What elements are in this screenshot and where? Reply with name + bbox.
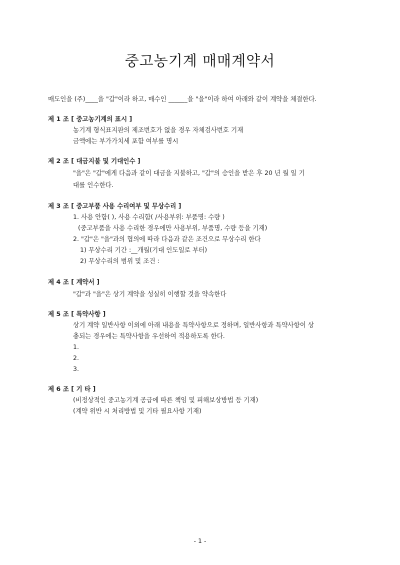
article-6-line-2: (계약 위반 시 처리방법 및 기타 필요사항 기재) [73, 408, 202, 415]
article-5-line-3: 1. [73, 344, 80, 351]
article-3-line-4: 1) 무상수리 기간 :__개월(기대 인도일로 부터) [80, 247, 208, 254]
article-1-line-2: 금액에는 부가가치세 포함 여부를 명시 [73, 138, 179, 145]
article-5-line-2: 충되는 경우에는 특약사항을 우선하여 적용하도록 한다. [73, 333, 225, 340]
article-3-line-2: (중고부품을 사용 수리한 경우에만 사용부위, 부품명, 수량 등을 기재) [78, 225, 268, 232]
page-number: - 1 - [193, 538, 207, 545]
article-1-heading: 제 1 조 [ 중고농기계의 표시 ] [48, 116, 133, 123]
article-5-line-5: 3. [73, 366, 80, 373]
article-3-line-3: 2. "갑"은 "을"과의 협의에 따라 다음과 같은 조건으로 무상수리 한다 [73, 236, 261, 243]
article-3-line-1: 1. 사용 안함( ), 사용 수리함( /사용부위: 부품명: 수량 ) [73, 214, 225, 221]
article-2-line-1: "을"은 "갑"에게 다음과 같이 대금을 지불하고, "갑"의 승인을 받은 후 20 년 월 일 기 [73, 170, 305, 177]
document-title: 중고농기계 매매계약서 [124, 54, 276, 70]
article-6-heading: 제 6 조 [ 기 타 ] [48, 386, 96, 393]
article-4-line-1: "갑"과 "을"은 상기 계약을 성실히 이행할 것을 약속한다 [73, 291, 227, 298]
article-5-line-1: 상기 계약 일반사항 이외에 아래 내용을 특약사항으로 정하며, 일반사항과 특약사항이 상 [73, 322, 314, 329]
article-4-heading: 제 4 조 [ 계약서 ] [48, 279, 100, 286]
article-6-line-1: (비정상적인 중고농기계 공급에 따른 책임 및 피해보상방법 등 기재) [73, 397, 259, 404]
article-1-line-1: 농기계 형식표지판의 제조번호가 없을 경우 자체검사번호 기재 [73, 127, 244, 134]
article-3-line-5: 2) 무상수리의 범위 및 조건 : [80, 258, 160, 265]
article-5-line-4: 2. [73, 355, 80, 362]
article-3-heading: 제 3 조 [ 중고부품 사용 수리여부 및 무상수리 ] [48, 203, 182, 210]
article-2-heading: 제 2 조 [ 대금지불 및 기대인수 ] [48, 158, 141, 165]
intro-text: 매도인을 (주)____을 "갑"이라 하고, 매수인 ______을 "을"이라 하여 아래와 같이 계약을 체결한다. [48, 96, 317, 103]
article-2-line-2: 대를 인수한다. [73, 182, 114, 189]
article-5-heading: 제 5 조 [ 특약사항 ] [48, 311, 106, 318]
